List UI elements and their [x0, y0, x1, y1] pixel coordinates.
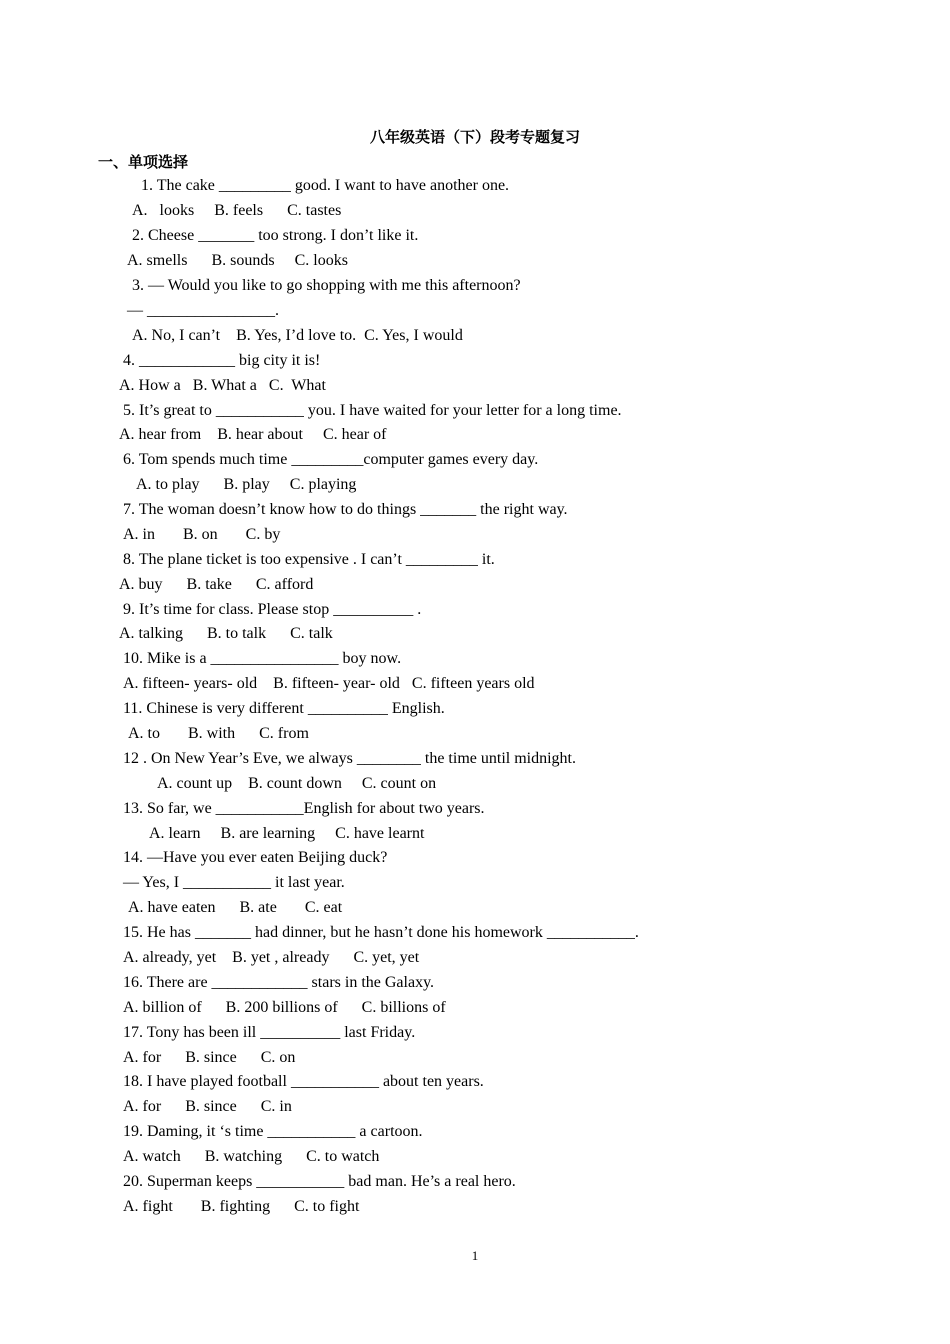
question-3-answer-line: — ________________.	[127, 302, 279, 319]
question-18: 18. I have played football ___________ about ten years.	[123, 1073, 484, 1090]
question-12: 12 . On New Year’s Eve, we always ________ the time until midnight.	[123, 750, 576, 767]
question-1: 1. The cake _________ good. I want to have another one.	[141, 177, 510, 194]
options-18: A. for B. since C. in	[123, 1098, 292, 1115]
page-title: 八年级英语（下）段考专题复习	[369, 128, 580, 146]
question-7: 7. The woman doesn’t know how to do things _______ the right way.	[123, 501, 568, 518]
options-13: A. learn B. are learning C. have learnt	[149, 825, 425, 842]
page-number: 1	[471, 1248, 479, 1263]
question-6: 6. Tom spends much time _________computer games every day.	[123, 451, 539, 468]
section-heading: 一、单项选择	[98, 153, 189, 171]
options-17: A. for B. since C. on	[123, 1049, 296, 1066]
question-2: 2. Cheese _______ too strong. I don’t like it.	[132, 227, 419, 244]
question-5: 5. It’s great to ___________ you. I have waited for your letter for a long time.	[123, 402, 622, 419]
options-2: A. smells B. sounds C. looks	[127, 252, 348, 269]
question-11: 11. Chinese is very different __________ English.	[123, 700, 445, 717]
question-14-answer-line: — Yes, I ___________ it last year.	[123, 874, 345, 891]
options-16: A. billion of B. 200 billions of C. billions of	[123, 999, 446, 1016]
question-3: 3. — Would you like to go shopping with me this afternoon?	[132, 277, 521, 294]
question-14: 14. —Have you ever eaten Beijing duck?	[123, 849, 388, 866]
options-8: A. buy B. take C. afford	[119, 576, 314, 593]
options-11: A. to B. with C. from	[128, 725, 309, 742]
options-12: A. count up B. count down C. count on	[157, 775, 437, 792]
options-14: A. have eaten B. ate C. eat	[128, 899, 343, 916]
options-6: A. to play B. play C. playing	[136, 476, 357, 493]
options-9: A. talking B. to talk C. talk	[119, 625, 333, 642]
question-4: 4. ____________ big city it is!	[123, 352, 321, 369]
options-10: A. fifteen- years- old B. fifteen- year- old C. fifteen years old	[123, 675, 535, 692]
question-16: 16. There are ____________ stars in the Galaxy.	[123, 974, 435, 991]
options-4: A. How a B. What a C. What	[119, 377, 326, 394]
question-13: 13. So far, we ___________English for about two years.	[123, 800, 485, 817]
question-15: 15. He has _______ had dinner, but he hasn’t done his homework ___________.	[123, 924, 639, 941]
options-20: A. fight B. fighting C. to fight	[123, 1198, 360, 1215]
question-8: 8. The plane ticket is too expensive . I can’t _________ it.	[123, 551, 495, 568]
question-20: 20. Superman keeps ___________ bad man. He’s a real hero.	[123, 1173, 516, 1190]
options-7: A. in B. on C. by	[123, 526, 281, 543]
options-15: A. already, yet B. yet , already C. yet, yet	[123, 949, 420, 966]
question-10: 10. Mike is a ________________ boy now.	[123, 650, 402, 667]
question-19: 19. Daming, it ‘s time ___________ a cartoon.	[123, 1123, 423, 1140]
question-17: 17. Tony has been ill __________ last Friday.	[123, 1024, 416, 1041]
options-5: A. hear from B. hear about C. hear of	[119, 426, 387, 443]
question-9: 9. It’s time for class. Please stop __________ .	[123, 601, 422, 618]
options-19: A. watch B. watching C. to watch	[123, 1148, 380, 1165]
options-1: A. looks B. feels C. tastes	[132, 202, 342, 219]
options-3: A. No, I can’t B. Yes, I’d love to. C. Yes, I would	[132, 327, 463, 344]
